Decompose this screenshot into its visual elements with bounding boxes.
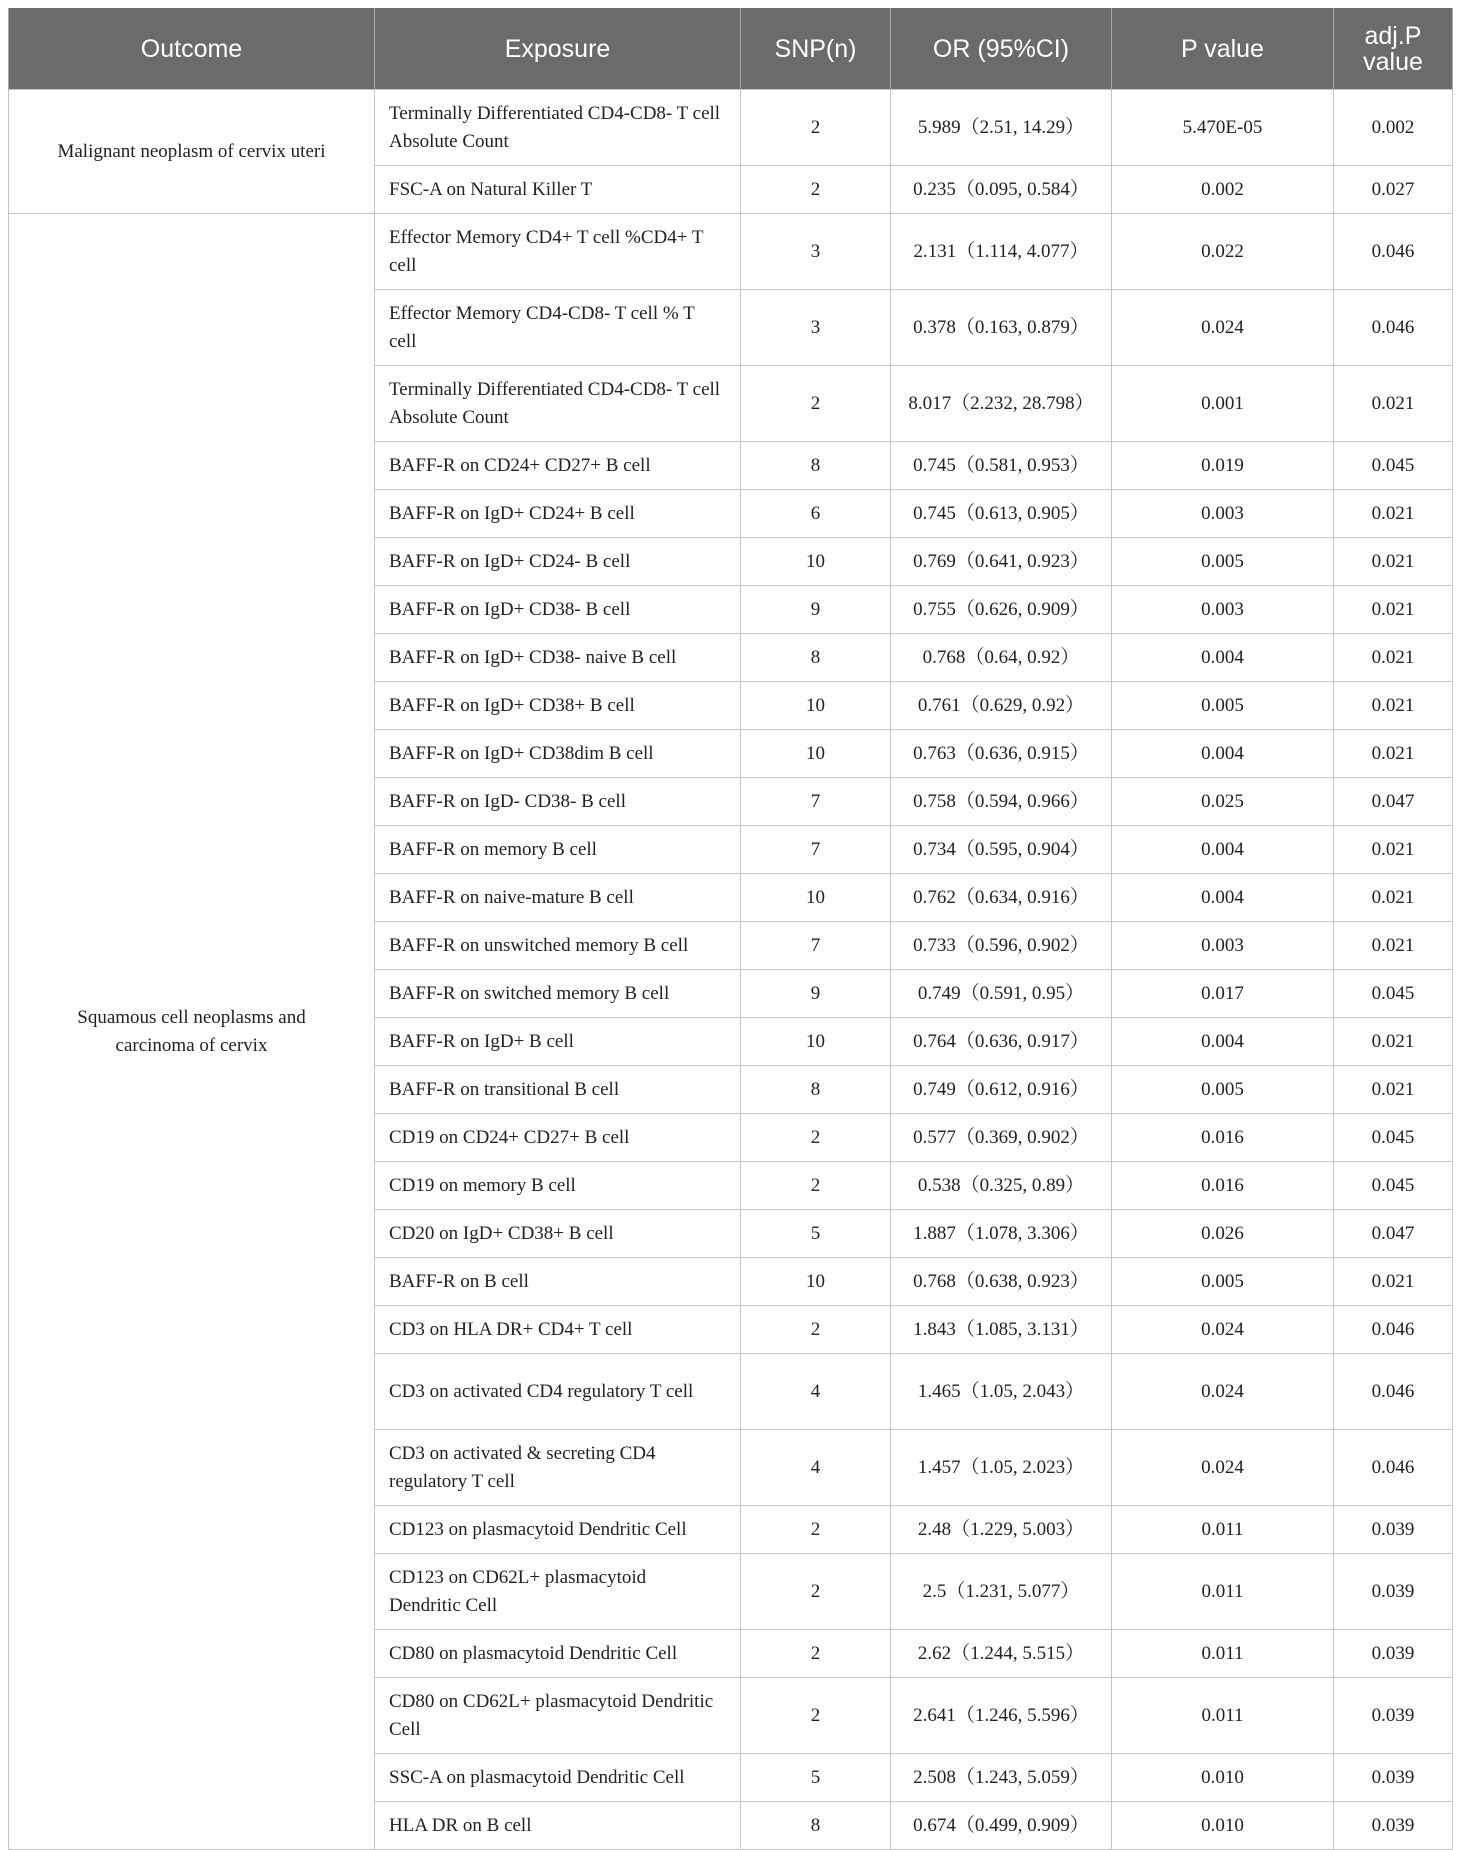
- adj-p-value-cell: 0.021: [1334, 1066, 1453, 1114]
- or-cell: 0.378（0.163, 0.879）: [891, 290, 1112, 366]
- or-cell: 2.131（1.114, 4.077）: [891, 214, 1112, 290]
- adj-p-value-cell: 0.045: [1334, 442, 1453, 490]
- snp-cell: 2: [741, 90, 891, 166]
- exposure-cell: BAFF-R on IgD+ CD38- naive B cell: [375, 634, 741, 682]
- exposure-cell: BAFF-R on memory B cell: [375, 826, 741, 874]
- snp-cell: 8: [741, 1802, 891, 1850]
- adj-p-value-cell: 0.021: [1334, 1258, 1453, 1306]
- snp-cell: 7: [741, 826, 891, 874]
- adj-p-value-cell: 0.021: [1334, 1018, 1453, 1066]
- snp-cell: 2: [741, 1162, 891, 1210]
- or-cell: 0.674（0.499, 0.909）: [891, 1802, 1112, 1850]
- snp-cell: 10: [741, 730, 891, 778]
- adj-p-value-cell: 0.039: [1334, 1630, 1453, 1678]
- or-cell: 2.62（1.244, 5.515）: [891, 1630, 1112, 1678]
- header-snp: SNP(n): [741, 9, 891, 90]
- p-value-cell: 0.011: [1112, 1630, 1334, 1678]
- adj-p-value-cell: 0.021: [1334, 922, 1453, 970]
- exposure-cell: CD19 on memory B cell: [375, 1162, 741, 1210]
- snp-cell: 7: [741, 922, 891, 970]
- p-value-cell: 0.022: [1112, 214, 1334, 290]
- or-cell: 1.887（1.078, 3.306）: [891, 1210, 1112, 1258]
- adj-p-value-cell: 0.046: [1334, 214, 1453, 290]
- exposure-cell: BAFF-R on naive-mature B cell: [375, 874, 741, 922]
- p-value-cell: 0.003: [1112, 586, 1334, 634]
- adj-p-value-cell: 0.027: [1334, 166, 1453, 214]
- adj-p-value-cell: 0.021: [1334, 634, 1453, 682]
- or-cell: 2.508（1.243, 5.059）: [891, 1754, 1112, 1802]
- adj-p-value-cell: 0.039: [1334, 1506, 1453, 1554]
- or-cell: 8.017（2.232, 28.798）: [891, 366, 1112, 442]
- exposure-cell: BAFF-R on transitional B cell: [375, 1066, 741, 1114]
- adj-p-value-cell: 0.021: [1334, 874, 1453, 922]
- adj-p-value-cell: 0.047: [1334, 778, 1453, 826]
- or-cell: 0.745（0.581, 0.953）: [891, 442, 1112, 490]
- snp-cell: 2: [741, 1554, 891, 1630]
- adj-p-value-cell: 0.021: [1334, 366, 1453, 442]
- snp-cell: 10: [741, 682, 891, 730]
- or-cell: 0.769（0.641, 0.923）: [891, 538, 1112, 586]
- adj-p-value-cell: 0.046: [1334, 1430, 1453, 1506]
- exposure-cell: Terminally Differentiated CD4-CD8- T cell Absolute Count: [375, 90, 741, 166]
- adj-p-value-cell: 0.045: [1334, 970, 1453, 1018]
- snp-cell: 2: [741, 1114, 891, 1162]
- p-value-cell: 0.003: [1112, 922, 1334, 970]
- p-value-cell: 0.017: [1112, 970, 1334, 1018]
- adj-p-value-cell: 0.021: [1334, 490, 1453, 538]
- snp-cell: 8: [741, 442, 891, 490]
- exposure-cell: SSC-A on plasmacytoid Dendritic Cell: [375, 1754, 741, 1802]
- or-cell: 2.5（1.231, 5.077）: [891, 1554, 1112, 1630]
- adj-p-value-cell: 0.046: [1334, 1306, 1453, 1354]
- table-row: [9, 214, 1453, 290]
- p-value-cell: 0.010: [1112, 1754, 1334, 1802]
- or-cell: 0.734（0.595, 0.904）: [891, 826, 1112, 874]
- or-cell: 0.749（0.591, 0.95）: [891, 970, 1112, 1018]
- snp-cell: 3: [741, 214, 891, 290]
- adj-p-value-cell: 0.021: [1334, 586, 1453, 634]
- exposure-cell: Effector Memory CD4+ T cell %CD4+ T cell: [375, 214, 741, 290]
- snp-cell: 5: [741, 1754, 891, 1802]
- p-value-cell: 0.002: [1112, 166, 1334, 214]
- p-value-cell: 0.024: [1112, 1354, 1334, 1430]
- snp-cell: 7: [741, 778, 891, 826]
- p-value-cell: 0.011: [1112, 1506, 1334, 1554]
- snp-cell: 3: [741, 290, 891, 366]
- or-cell: 0.235（0.095, 0.584）: [891, 166, 1112, 214]
- snp-cell: 10: [741, 538, 891, 586]
- snp-cell: 2: [741, 1678, 891, 1754]
- header-adj-p-value: adj.P value: [1334, 9, 1453, 90]
- snp-cell: 9: [741, 970, 891, 1018]
- or-cell: 1.465（1.05, 2.043）: [891, 1354, 1112, 1430]
- header-row: [9, 9, 1453, 90]
- snp-cell: 6: [741, 490, 891, 538]
- p-value-cell: 0.011: [1112, 1554, 1334, 1630]
- adj-p-value-cell: 0.002: [1334, 90, 1453, 166]
- or-cell: 0.758（0.594, 0.966）: [891, 778, 1112, 826]
- header-p-value: P value: [1112, 9, 1334, 90]
- exposure-cell: CD123 on CD62L+ plasmacytoid Dendritic Cell: [375, 1554, 741, 1630]
- or-cell: 5.989（2.51, 14.29）: [891, 90, 1112, 166]
- or-cell: 0.538（0.325, 0.89）: [891, 1162, 1112, 1210]
- or-cell: 2.641（1.246, 5.596）: [891, 1678, 1112, 1754]
- exposure-cell: CD3 on activated CD4 regulatory T cell: [375, 1354, 741, 1430]
- p-value-cell: 0.001: [1112, 366, 1334, 442]
- adj-p-value-cell: 0.021: [1334, 826, 1453, 874]
- exposure-cell: BAFF-R on B cell: [375, 1258, 741, 1306]
- snp-cell: 10: [741, 874, 891, 922]
- table-body: [9, 90, 1453, 1850]
- exposure-cell: BAFF-R on IgD+ CD24- B cell: [375, 538, 741, 586]
- snp-cell: 8: [741, 634, 891, 682]
- p-value-cell: 0.010: [1112, 1802, 1334, 1850]
- exposure-cell: CD3 on HLA DR+ CD4+ T cell: [375, 1306, 741, 1354]
- snp-cell: 2: [741, 166, 891, 214]
- or-cell: 1.843（1.085, 3.131）: [891, 1306, 1112, 1354]
- exposure-cell: CD20 on IgD+ CD38+ B cell: [375, 1210, 741, 1258]
- or-cell: 0.761（0.629, 0.92）: [891, 682, 1112, 730]
- snp-cell: 10: [741, 1018, 891, 1066]
- or-cell: 0.764（0.636, 0.917）: [891, 1018, 1112, 1066]
- p-value-cell: 0.004: [1112, 826, 1334, 874]
- or-cell: 0.768（0.64, 0.92）: [891, 634, 1112, 682]
- p-value-cell: 0.005: [1112, 1066, 1334, 1114]
- snp-cell: 2: [741, 1630, 891, 1678]
- exposure-cell: CD3 on activated & secreting CD4 regulatory T cell: [375, 1430, 741, 1506]
- p-value-cell: 0.026: [1112, 1210, 1334, 1258]
- snp-cell: 10: [741, 1258, 891, 1306]
- exposure-cell: BAFF-R on CD24+ CD27+ B cell: [375, 442, 741, 490]
- or-cell: 0.762（0.634, 0.916）: [891, 874, 1112, 922]
- table-row: [9, 90, 1453, 166]
- exposure-cell: CD80 on plasmacytoid Dendritic Cell: [375, 1630, 741, 1678]
- p-value-cell: 0.024: [1112, 1306, 1334, 1354]
- p-value-cell: 0.004: [1112, 730, 1334, 778]
- p-value-cell: 0.004: [1112, 634, 1334, 682]
- adj-p-value-cell: 0.039: [1334, 1802, 1453, 1850]
- exposure-cell: Effector Memory CD4-CD8- T cell % T cell: [375, 290, 741, 366]
- p-value-cell: 5.470E-05: [1112, 90, 1334, 166]
- adj-p-value-cell: 0.046: [1334, 290, 1453, 366]
- exposure-cell: CD19 on CD24+ CD27+ B cell: [375, 1114, 741, 1162]
- adj-p-value-cell: 0.046: [1334, 1354, 1453, 1430]
- outcome-cell: Malignant neoplasm of cervix uteri: [9, 90, 375, 214]
- adj-p-value-cell: 0.047: [1334, 1210, 1453, 1258]
- adj-p-value-cell: 0.045: [1334, 1162, 1453, 1210]
- or-cell: 1.457（1.05, 2.023）: [891, 1430, 1112, 1506]
- p-value-cell: 0.005: [1112, 682, 1334, 730]
- or-cell: 0.749（0.612, 0.916）: [891, 1066, 1112, 1114]
- adj-p-value-cell: 0.021: [1334, 730, 1453, 778]
- snp-cell: 8: [741, 1066, 891, 1114]
- or-cell: 0.577（0.369, 0.902）: [891, 1114, 1112, 1162]
- snp-cell: 9: [741, 586, 891, 634]
- or-cell: 0.755（0.626, 0.909）: [891, 586, 1112, 634]
- adj-p-value-cell: 0.045: [1334, 1114, 1453, 1162]
- snp-cell: 4: [741, 1430, 891, 1506]
- p-value-cell: 0.005: [1112, 1258, 1334, 1306]
- or-cell: 0.745（0.613, 0.905）: [891, 490, 1112, 538]
- exposure-cell: BAFF-R on IgD+ CD38- B cell: [375, 586, 741, 634]
- p-value-cell: 0.004: [1112, 874, 1334, 922]
- exposure-cell: Terminally Differentiated CD4-CD8- T cell Absolute Count: [375, 366, 741, 442]
- exposure-cell: BAFF-R on IgD- CD38- B cell: [375, 778, 741, 826]
- adj-p-value-cell: 0.039: [1334, 1554, 1453, 1630]
- p-value-cell: 0.025: [1112, 778, 1334, 826]
- p-value-cell: 0.024: [1112, 290, 1334, 366]
- exposure-cell: BAFF-R on IgD+ B cell: [375, 1018, 741, 1066]
- exposure-cell: CD80 on CD62L+ plasmacytoid Dendritic Cell: [375, 1678, 741, 1754]
- exposure-cell: BAFF-R on switched memory B cell: [375, 970, 741, 1018]
- snp-cell: 2: [741, 1306, 891, 1354]
- results-table: [8, 8, 1453, 1850]
- exposure-cell: BAFF-R on IgD+ CD38+ B cell: [375, 682, 741, 730]
- adj-p-value-cell: 0.039: [1334, 1678, 1453, 1754]
- exposure-cell: BAFF-R on unswitched memory B cell: [375, 922, 741, 970]
- header-outcome: Outcome: [9, 9, 375, 90]
- exposure-cell: BAFF-R on IgD+ CD24+ B cell: [375, 490, 741, 538]
- adj-p-value-cell: 0.039: [1334, 1754, 1453, 1802]
- adj-p-value-cell: 0.021: [1334, 538, 1453, 586]
- snp-cell: 2: [741, 1506, 891, 1554]
- p-value-cell: 0.005: [1112, 538, 1334, 586]
- p-value-cell: 0.019: [1112, 442, 1334, 490]
- p-value-cell: 0.024: [1112, 1430, 1334, 1506]
- or-cell: 2.48（1.229, 5.003）: [891, 1506, 1112, 1554]
- exposure-cell: HLA DR on B cell: [375, 1802, 741, 1850]
- p-value-cell: 0.004: [1112, 1018, 1334, 1066]
- exposure-cell: BAFF-R on IgD+ CD38dim B cell: [375, 730, 741, 778]
- snp-cell: 2: [741, 366, 891, 442]
- adj-p-value-cell: 0.021: [1334, 682, 1453, 730]
- or-cell: 0.733（0.596, 0.902）: [891, 922, 1112, 970]
- or-cell: 0.768（0.638, 0.923）: [891, 1258, 1112, 1306]
- exposure-cell: FSC-A on Natural Killer T: [375, 166, 741, 214]
- p-value-cell: 0.011: [1112, 1678, 1334, 1754]
- outcome-cell: Squamous cell neoplasms and carcinoma of cervix: [9, 214, 375, 1850]
- exposure-cell: CD123 on plasmacytoid Dendritic Cell: [375, 1506, 741, 1554]
- p-value-cell: 0.016: [1112, 1114, 1334, 1162]
- snp-cell: 5: [741, 1210, 891, 1258]
- or-cell: 0.763（0.636, 0.915）: [891, 730, 1112, 778]
- snp-cell: 4: [741, 1354, 891, 1430]
- header-exposure: Exposure: [375, 9, 741, 90]
- p-value-cell: 0.016: [1112, 1162, 1334, 1210]
- header-or: OR (95%CI): [891, 9, 1112, 90]
- p-value-cell: 0.003: [1112, 490, 1334, 538]
